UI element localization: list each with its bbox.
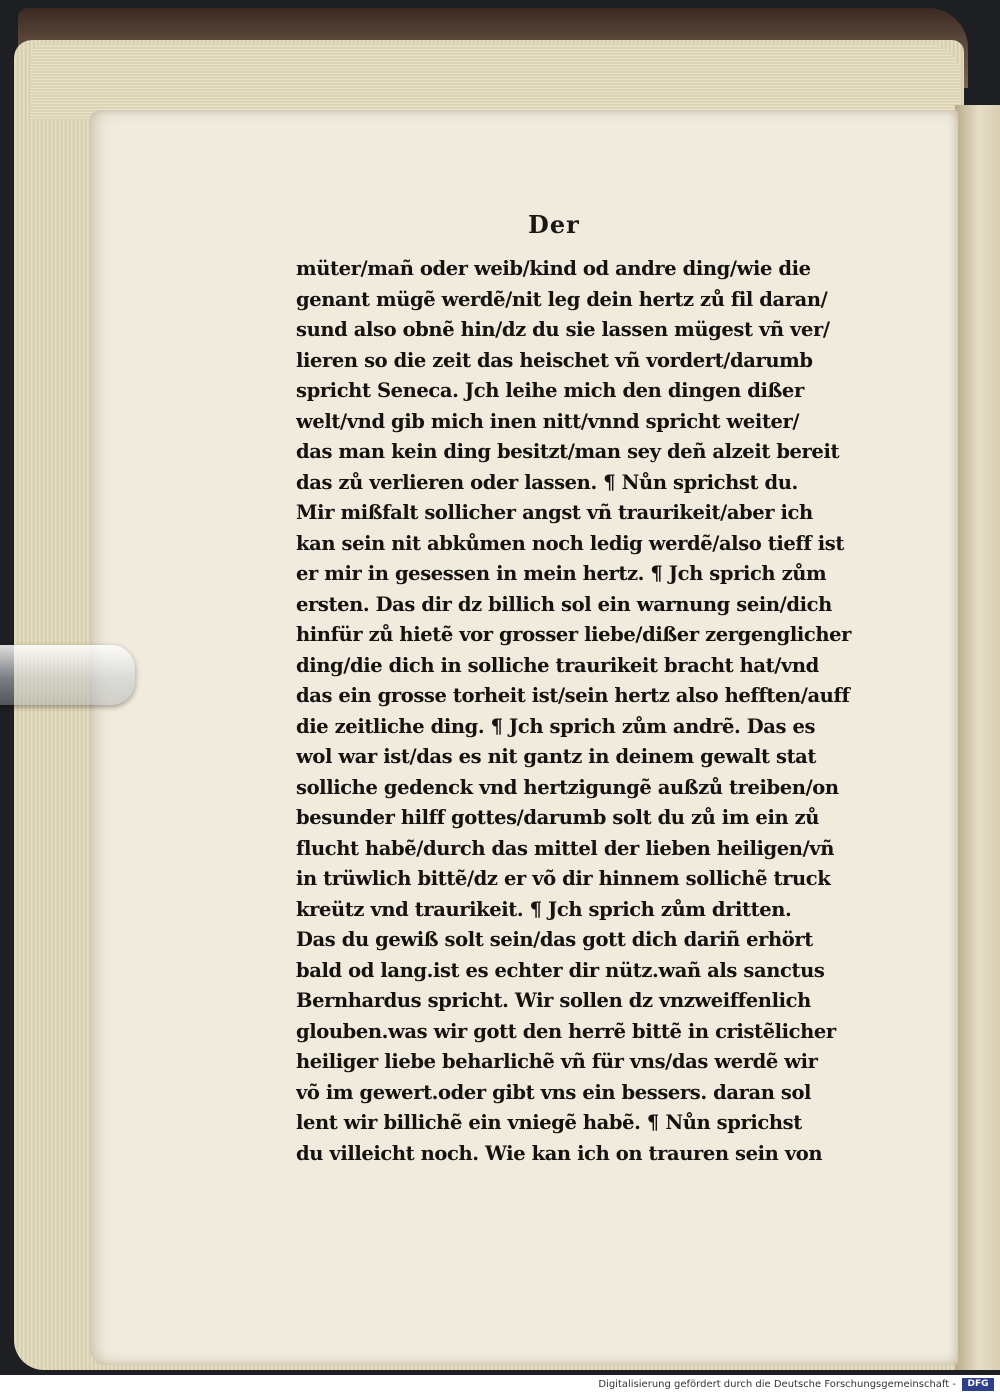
- text-line: du villeicht noch. Wie kan ich on trauren sein von: [296, 1141, 823, 1165]
- text-line: Das du gewiß solt sein/das gott dich dariñ erhört: [296, 928, 813, 951]
- text-line: heiliger liebe beharlichẽ vñ für vns/das werdẽ wir: [296, 1050, 818, 1073]
- page-edges-top: [30, 45, 960, 120]
- facing-page-edge: [955, 105, 1000, 1370]
- text-line: genant mügẽ werdẽ/nit leg dein hertz zů fil daran/: [296, 287, 828, 311]
- running-head: Der: [528, 210, 580, 239]
- text-line: wol war ist/das es nit gantz in deinem gewalt stat: [296, 745, 817, 768]
- text-line: die zeitliche ding. ¶ Jch sprich zům andrẽ. Das es: [296, 714, 816, 738]
- text-line: das zů verlieren oder lassen. ¶ Nůn sprichst du.: [296, 470, 798, 494]
- text-line: bald od lang.ist es echter dir nütz.wañ als sanctus: [296, 958, 825, 982]
- text-line: võ im gewert.oder gibt vns ein bessers. daran sol: [296, 1080, 812, 1104]
- text-line: das ein grosse torheit ist/sein hertz also hefften/auff: [296, 684, 850, 707]
- text-line: in trüwlich bittẽ/dz er võ dir hinnem sollichẽ truck: [296, 867, 831, 890]
- text-line: besunder hilff gottes/darumb solt du zů im ein zů: [296, 806, 820, 829]
- text-line: Mir mißfalt sollicher angst vñ traurikeit/aber ich: [296, 501, 813, 524]
- text-line: er mir in gesessen in mein hertz. ¶ Jch sprich zům: [296, 562, 827, 585]
- text-line: spricht Seneca. Jch leihe mich den dingen dißer: [296, 379, 804, 402]
- dfg-logo-icon: DFG: [962, 1378, 994, 1391]
- text-line: sund also obnẽ hin/dz du sie lassen mügest vñ ver/: [296, 318, 830, 341]
- text-line: das man kein ding besitzt/man sey deñ alzeit bereit: [296, 440, 840, 463]
- text-line: lent wir billichẽ ein vniegẽ habẽ. ¶ Nůn sprichst: [296, 1111, 802, 1134]
- footer-bar: [0, 1375, 1000, 1396]
- text-line: hinfür zů hietẽ vor grosser liebe/dißer zergenglicher: [296, 623, 852, 646]
- text-line: glouben.was wir gott den herrẽ bittẽ in cristẽlicher: [296, 1019, 836, 1043]
- text-line: welt/vnd gib mich inen nitt/vnnd spricht weiter/: [296, 409, 800, 433]
- text-line: flucht habẽ/durch das mittel der lieben heiligen/vñ: [296, 836, 835, 860]
- text-line: ding/die dich in solliche traurikeit bracht hat/vnd: [296, 653, 819, 677]
- text-line: müter/mañ oder weib/kind od andre ding/wie die: [296, 257, 811, 280]
- text-line: solliche gedenck vnd hertzigungẽ außzů treiben/on: [296, 775, 839, 799]
- text-line: ersten. Das dir dz billich sol ein warnung sein/dich: [296, 592, 832, 616]
- text-line: kan sein nit abkůmen noch ledig werdẽ/also tieff ist: [296, 531, 844, 555]
- page-clip: [0, 645, 135, 705]
- footer-credit: Digitalisierung gefördert durch die Deutsche Forschungsgemeinschaft -: [598, 1379, 956, 1390]
- text-line: Bernhardus spricht. Wir sollen dz vnzweiffenlich: [296, 989, 811, 1012]
- text-line: kreütz vnd traurikeit. ¶ Jch sprich zům dritten.: [296, 897, 792, 921]
- page-text: [296, 254, 856, 1169]
- text-line: lieren so die zeit das heischet vñ vordert/darumb: [296, 348, 813, 372]
